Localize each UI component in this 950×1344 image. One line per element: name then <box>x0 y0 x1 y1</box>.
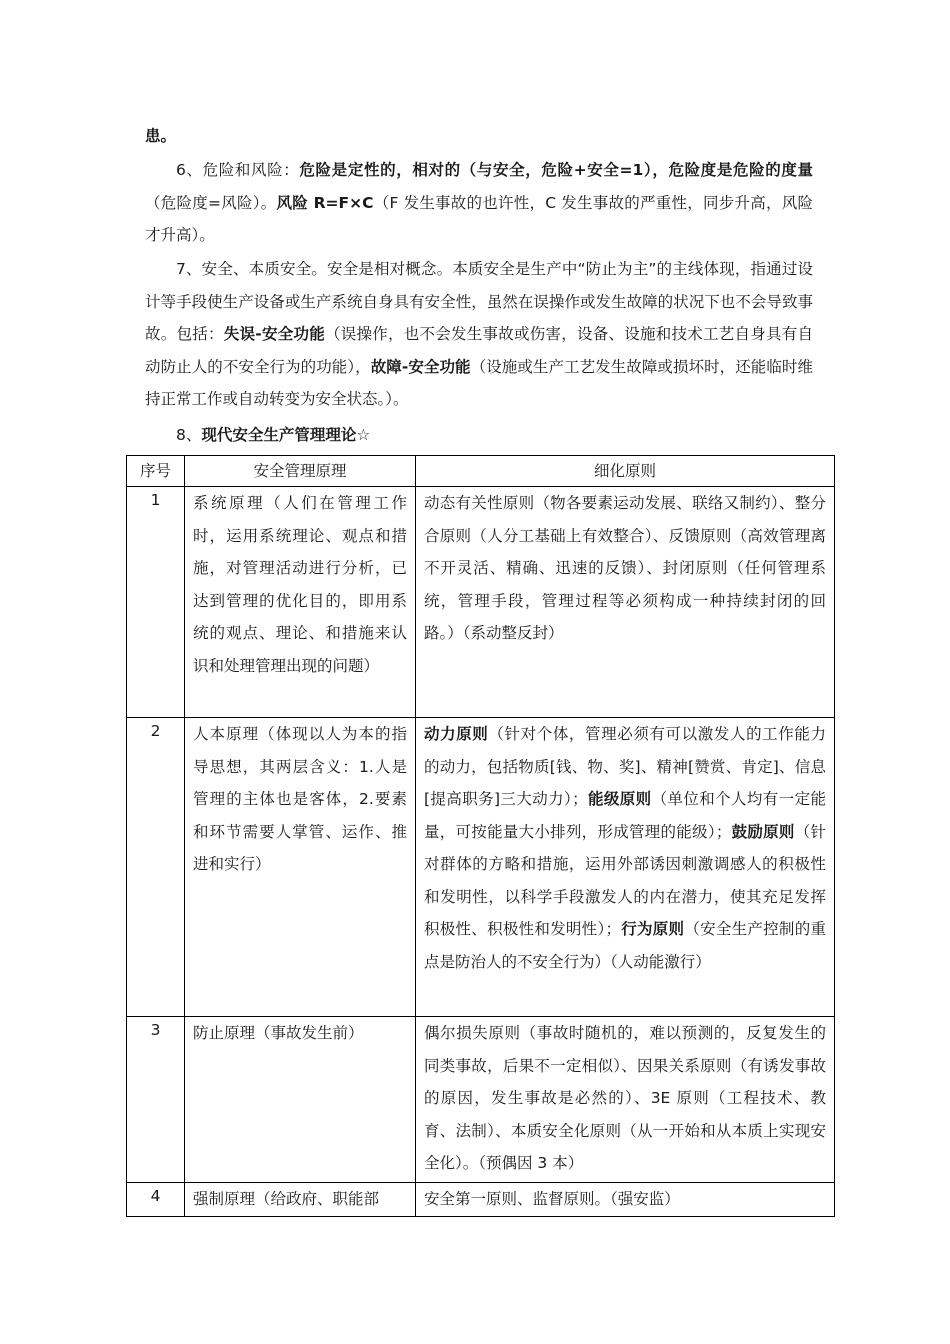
item-7-text-3: （设施或生产工艺发生故障或损坏时，还能临时维持正常工作或自动转变为安全状态。）。 <box>145 357 813 408</box>
detail-bold-term: 动力原则 <box>424 725 489 743</box>
row-detail: 偶尔损失原则（事故时随机的，难以预测的，反复发生的同类事故，后果不一定相似）、因果关系原则（有诱发事故的原因，发生事故是必然的）、3E 原则（工程技术、教育、法制）、本质安全化原则（从一开始和从本质上实现安全化）。（预偶因 3 本） <box>416 1017 835 1183</box>
row-number: 3 <box>127 1017 185 1183</box>
detail-bold-term: 能级原则 <box>587 790 652 808</box>
row-detail <box>416 718 835 1017</box>
item-7-fault-safety: 故障-安全功能 <box>370 357 471 376</box>
item-6-risk-formula: 风险 R=F×C <box>276 193 374 212</box>
item-6-risk-note: （危险度=风险）。 <box>145 193 277 212</box>
item-7-error-safety: 失误-安全功能 <box>223 325 325 343</box>
continued-line: 患。 <box>145 127 177 145</box>
item-7-text-2: （误操作，也不会发生事故或伤害，设备、设施和技术工艺自身具有自动防止人的不安全行为的功能）， <box>145 325 813 376</box>
header-number: 序号 <box>127 456 185 487</box>
item-6-bold-definition: 危险是定性的，相对的（与安全，危险+安全=1），危险度是危险的度量 <box>299 161 813 179</box>
row-principle: 人本原理（体现以人为本的指导思想，其两层含义：1.人是管理的主体也是客体，2.要素和环节需要人掌管、运作、推进和实行） <box>185 718 416 1017</box>
star-icon: ☆ <box>356 426 371 444</box>
table-row <box>127 718 835 1017</box>
row-principle: 防止原理（事故发生前） <box>185 1017 416 1183</box>
table-header-row <box>127 456 835 487</box>
detail-bold-term: 行为原则 <box>620 920 685 938</box>
row-number: 4 <box>127 1183 185 1217</box>
detail-text: （单位和个人均有一定能量，可按能量大小排列，形成管理的能级）； <box>424 790 826 841</box>
table-row <box>127 1183 835 1217</box>
detail-bold-term: 鼓励原则 <box>731 822 795 841</box>
detail-text: （针对个体，管理必须有可以激发人的工作能力的动力，包括物质[钱、物、奖]、精神[赞赏、肯定]、信息[提高职务]三大动力）； <box>424 725 826 808</box>
item-8-title: 现代安全生产管理理论 <box>201 426 357 444</box>
safety-principles-table <box>126 455 835 1217</box>
row-number: 1 <box>127 487 185 718</box>
row-principle: 系统原理（人们在管理工作时，运用系统理论、观点和措施，对管理活动进行分析，已达到管理的优化目的，即用系统的观点、理论、和措施来认识和处理管理出现的问题） <box>185 487 416 718</box>
item-8-heading <box>145 419 813 452</box>
item-7-text-1: 7、安全、本质安全。安全是相对概念。本质安全是生产中“防止为主”的主线体现，指通过设计等手段使生产设备或生产系统自身具有安全性，虽然在误操作或发生故障的状况下也不会导致事故。包括： <box>145 260 813 343</box>
row-detail: 安全第一原则、监督原则。（强安监） <box>416 1183 835 1217</box>
item-6-paragraph <box>145 154 813 252</box>
row-detail: 动态有关性原则（物各要素运动发展、联络又制约）、整分合原则（人分工基础上有效整合）、反馈原则（高效管理离不开灵活、精确、迅速的反馈）、封闭原则（任何管理系统，管理手段，管理过程等必须构成一种持续封闭的回路。）（系动整反封） <box>416 487 835 718</box>
item-6-prefix: 6、危险和风险： <box>176 161 300 179</box>
row-number: 2 <box>127 718 185 1017</box>
item-6-formula-explanation: （F 发生事故的也许性，C 发生事故的严重性，同步升高，风险才升高）。 <box>145 193 813 244</box>
header-detail: 细化原则 <box>416 456 835 487</box>
row-principle: 强制原理（给政府、职能部 <box>185 1183 416 1217</box>
table-row <box>127 1017 835 1183</box>
table-row <box>127 487 835 718</box>
detail-text: （安全生产控制的重点是防治人的不安全行为）（人动能激行） <box>424 920 826 971</box>
detail-text: （针对群体的方略和措施，运用外部诱因刺激调感人的积极性和发明性，以科学手段激发人的内在潜力，使其充足发挥积极性、积极性和发明性）； <box>424 822 826 938</box>
item-8-prefix: 8、 <box>176 426 202 444</box>
item-7-paragraph <box>145 253 813 416</box>
header-principle: 安全管理原理 <box>185 456 416 487</box>
